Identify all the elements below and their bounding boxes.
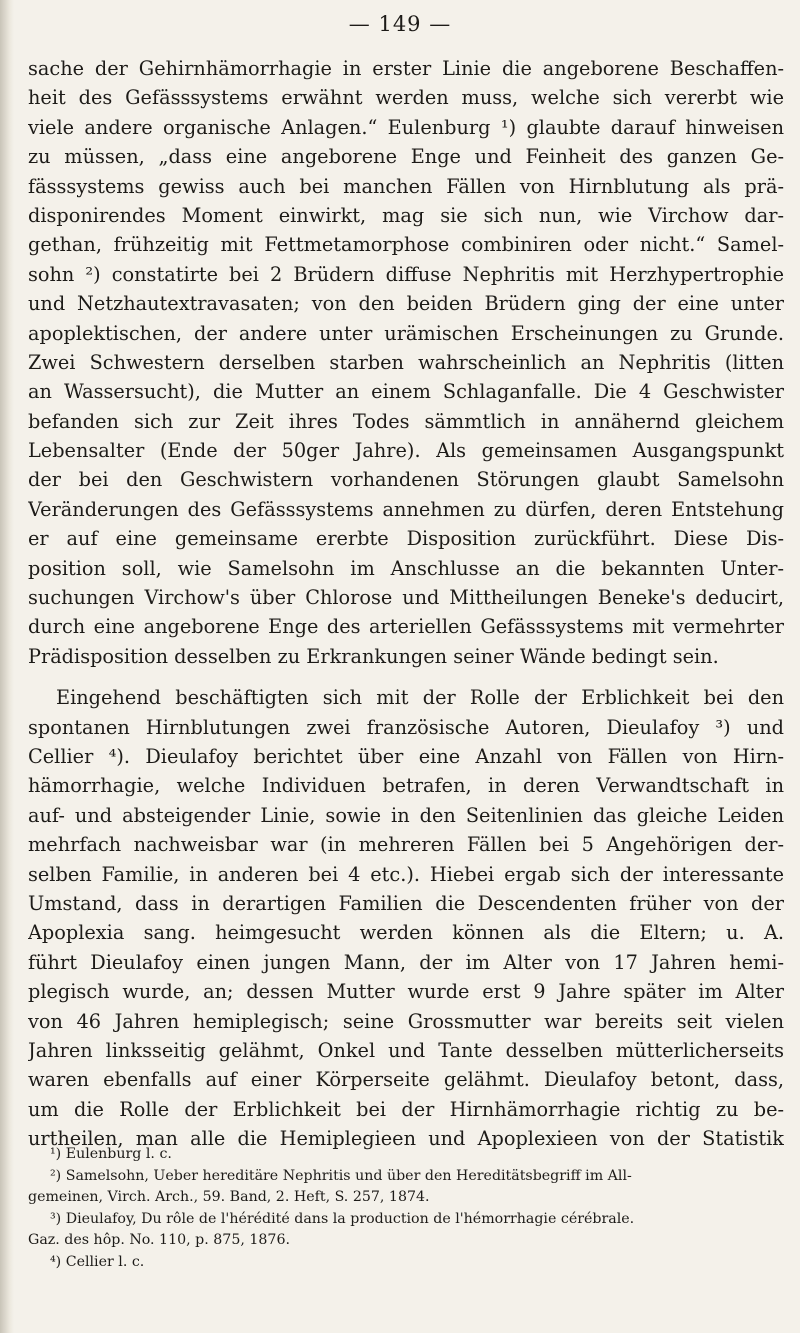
text-line: auf- und absteigender Linie, sowie in den Seitenlinien das gleiche Leiden <box>28 803 784 827</box>
paragraph-2 <box>28 683 784 1153</box>
footnote-2: ²) Samelsohn, Ueber hereditäre Nephritis und über den Hereditätsbegriff im All- <box>50 1167 632 1184</box>
text-line: apoplektischen, der andere unter urämischen Erscheinungen zu Grunde. <box>28 321 784 345</box>
text-line: fässsystems gewiss auch bei manchen Fällen von Hirnblutung als prä- <box>28 174 784 198</box>
text-line: Veränderungen des Gefässsystems annehmen zu dürfen, deren Entstehung <box>28 497 784 521</box>
text-line: Prädisposition desselben zu Erkrankungen seiner Wände bedingt sein. <box>28 644 719 668</box>
text-line: Jahren linksseitig gelähmt, Onkel und Tante desselben mütterlicherseits <box>28 1038 784 1062</box>
text-line: viele andere organische Anlagen.“ Eulenburg ¹) glaubte darauf hinweisen <box>28 115 784 139</box>
text-line: disponirendes Moment einwirkt, mag sie sich nun, wie Virchow dar- <box>28 203 784 227</box>
text-line: plegisch wurde, an; dessen Mutter wurde erst 9 Jahre später im Alter <box>28 980 784 1004</box>
paragraph-1 <box>28 54 784 671</box>
text-line: gethan, frühzeitig mit Fettmetamorphose combiniren oder nicht.“ Samel- <box>28 233 784 257</box>
page-spine-shadow <box>0 0 14 1333</box>
page-number: — 149 — <box>348 12 452 36</box>
text-line: waren ebenfalls auf einer Körperseite gelähmt. Dieulafoy betont, dass, <box>28 1068 784 1092</box>
text-line: selben Familie, in anderen bei 4 etc.). Hiebei ergab sich der interessante <box>28 862 784 886</box>
footnote-2-cont: gemeinen, Virch. Arch., 59. Band, 2. Heft, S. 257, 1874. <box>28 1189 430 1205</box>
footnote-3: ³) Dieulafoy, Du rôle de l'hérédité dans la production de l'hémorrhagie cérébrale. <box>50 1210 635 1227</box>
text-line: Eingehend beschäftigten sich mit der Rolle der Erblichkeit bei den <box>56 686 784 710</box>
text-line: heit des Gefässsystems erwähnt werden muss, welche sich vererbt wie <box>28 86 784 110</box>
text-line: spontanen Hirnblutungen zwei französische Autoren, Dieulafoy ³) und <box>28 715 784 739</box>
text-line: an Wassersucht), die Mutter an einem Schlaganfalle. Die 4 Geschwister <box>28 380 784 404</box>
text-line: befanden sich zur Zeit ihres Todes sämmtlich in annähernd gleichem <box>28 409 784 433</box>
text-line: mehrfach nachweisbar war (in mehreren Fällen bei 5 Angehörigen der- <box>28 833 784 857</box>
text-line: Cellier ⁴). Dieulafoy berichtet über eine Anzahl von Fällen von Hirn- <box>28 744 784 768</box>
text-line: suchungen Virchow's über Chlorose und Mittheilungen Beneke's deducirt, <box>28 586 784 610</box>
text-line: sohn ²) constatirte bei 2 Brüdern diffuse Nephritis mit Herzhypertrophie <box>28 262 784 286</box>
text-line: zu müssen, „dass eine angeborene Enge und Feinheit des ganzen Ge- <box>28 145 784 169</box>
text-line: von 46 Jahren hemiplegisch; seine Grossmutter war bereits seit vielen <box>28 1009 784 1033</box>
text-line: der bei den Geschwistern vorhandenen Störungen glaubt Samelsohn <box>28 468 784 492</box>
text-line: hämorrhagie, welche Individuen betrafen, in deren Verwandtschaft in <box>28 774 784 798</box>
text-line: er auf eine gemeinsame ererbte Disposition zurückführt. Diese Dis- <box>28 527 784 551</box>
text-line: urtheilen, man alle die Hemiplegieen und Apoplexieen von der Statistik <box>28 1127 784 1151</box>
footnote-4: ⁴) Cellier l. c. <box>50 1253 145 1270</box>
body-text <box>28 54 784 1153</box>
text-line: führt Dieulafoy einen jungen Mann, der im Alter von 17 Jahren hemi- <box>28 950 784 974</box>
footnote-3-cont: Gaz. des hôp. No. 110, p. 875, 1876. <box>28 1232 290 1248</box>
text-line: und Netzhautextravasaten; von den beiden Brüdern ging der eine unter <box>28 292 784 316</box>
text-line: durch eine angeborene Enge des arteriellen Gefässsystems mit vermehrter <box>28 615 784 639</box>
footnotes <box>28 1144 784 1273</box>
text-line: Apoplexia sang. heimgesucht werden können als die Eltern; u. A. <box>28 921 784 945</box>
text-line: sache der Gehirnhämorrhagie in erster Linie die angeborene Beschaffen- <box>28 57 784 80</box>
text-line: position soll, wie Samelsohn im Anschlusse an die bekannten Unter- <box>28 556 784 580</box>
text-line: Umstand, dass in derartigen Familien die Descendenten früher von der <box>28 891 784 915</box>
text-line: Lebensalter (Ende der 50ger Jahre). Als gemeinsamen Ausgangspunkt <box>28 439 784 463</box>
footnote-1: ¹) Eulenburg l. c. <box>50 1146 172 1162</box>
text-line: Zwei Schwestern derselben starben wahrscheinlich an Nephritis (litten <box>28 350 784 374</box>
text-line: um die Rolle der Erblichkeit bei der Hirnhämorrhagie richtig zu be- <box>28 1097 784 1121</box>
